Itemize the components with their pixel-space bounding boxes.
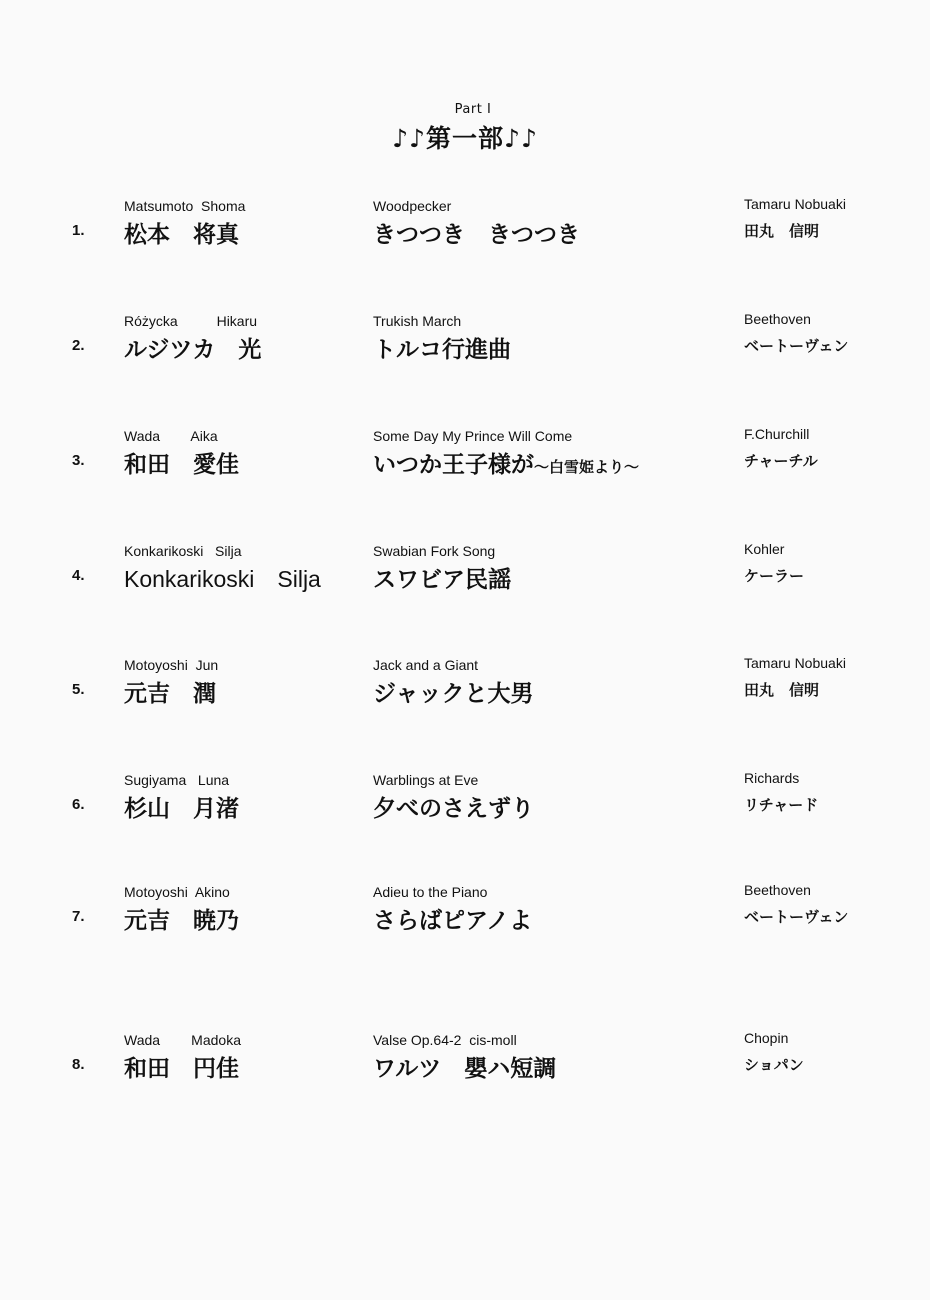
performer-name-en: Sugiyama Luna	[124, 772, 230, 788]
piece-title-en: Trukish March	[373, 313, 462, 329]
composer-name-ja: ケーラー	[744, 567, 805, 585]
performer-name-en: Wada Madoka	[124, 1032, 241, 1048]
piece-title-ja-main: ワルツ 嬰ハ短調	[373, 1056, 557, 1082]
program-entry	[0, 1032, 930, 1102]
entry-number: 6.	[72, 796, 85, 813]
piece-title-en: Swabian Fork Song	[373, 543, 496, 559]
piece-title-en: Warblings at Eve	[373, 772, 479, 788]
piece-title-en: Some Day My Prince Will Come	[373, 428, 573, 444]
performer-name-ja: Konkarikoski Silja	[124, 566, 321, 592]
entry-number: 4.	[72, 567, 85, 584]
performer-name-en: Motoyoshi Jun	[124, 657, 219, 673]
piece-title-ja	[373, 331, 511, 364]
performer-name-en: Różycka Hikaru	[124, 313, 258, 329]
composer-name-ja: 田丸 信明	[744, 222, 820, 240]
composer-name-en: Tamaru Nobuaki	[744, 655, 846, 671]
performer-name-ja: 和田 円佳	[124, 1056, 239, 1082]
performer-name-en: Matsumoto Shoma	[124, 198, 246, 214]
performer-name-en: Motoyoshi Akino	[124, 884, 230, 900]
piece-title-ja-main: きつつき きつつき	[373, 222, 580, 248]
performer-name-ja: 松本 将真	[124, 222, 239, 248]
entry-number: 3.	[72, 452, 85, 469]
entry-number: 1.	[72, 222, 85, 239]
piece-title-ja	[373, 675, 534, 708]
composer-name-en: Kohler	[744, 541, 785, 557]
program-entry	[0, 543, 930, 613]
piece-title-ja	[373, 902, 532, 935]
piece-title-ja	[373, 216, 580, 249]
piece-title-en: Woodpecker	[373, 198, 452, 214]
piece-title-ja-main: いつか王子様が	[373, 452, 534, 478]
piece-title-ja	[373, 790, 534, 823]
piece-title-ja	[373, 1050, 556, 1083]
piece-title-en: Jack and a Giant	[373, 657, 479, 673]
program-entry	[0, 884, 930, 954]
composer-name-en: Richards	[744, 770, 800, 786]
entry-number: 5.	[72, 681, 85, 698]
piece-title-ja-main: トルコ行進曲	[373, 337, 511, 363]
entry-number: 8.	[72, 1056, 85, 1073]
performer-name-ja: 和田 愛佳	[124, 452, 239, 478]
performer-name-ja: 杉山 月渚	[124, 796, 239, 822]
composer-name-ja: ショパン	[744, 1056, 804, 1074]
program-entry	[0, 428, 930, 498]
composer-name-ja: チャーチル	[744, 452, 818, 470]
composer-name-en: Beethoven	[744, 311, 811, 327]
piece-title-ja-main: さらばピアノよ	[373, 908, 533, 934]
program-header	[0, 102, 930, 155]
composer-name-en: Beethoven	[744, 882, 811, 898]
part-label: Part Ⅰ	[454, 102, 492, 117]
piece-title-ja	[373, 446, 639, 479]
piece-title-en: Adieu to the Piano	[373, 884, 488, 900]
composer-name-en: F.Churchill	[744, 426, 810, 442]
piece-title-en: Valse Op.64-2 cis-moll	[373, 1032, 517, 1048]
entry-number: 7.	[72, 908, 85, 925]
composer-name-ja: 田丸 信明	[744, 681, 820, 699]
piece-title-ja-sub: ～白雪姫より～	[534, 458, 640, 476]
composer-name-en: Tamaru Nobuaki	[744, 196, 846, 212]
program-entry	[0, 772, 930, 842]
entry-number: 2.	[72, 337, 85, 354]
performer-name-ja: ルジツカ 光	[124, 337, 262, 363]
piece-title-ja-main: スワビア民謡	[373, 567, 511, 593]
part-title: ♪♪第一部♪♪	[392, 124, 538, 153]
piece-title-ja-main: ジャックと大男	[373, 681, 534, 707]
performer-name-ja: 元吉 潤	[124, 681, 216, 707]
composer-name-en: Chopin	[744, 1030, 789, 1046]
performer-name-ja: 元吉 暁乃	[124, 908, 239, 934]
performer-name-en: Konkarikoski Silja	[124, 543, 242, 559]
composer-name-ja: ベートーヴェン	[744, 908, 849, 926]
program-entry	[0, 198, 930, 268]
piece-title-ja-main: 夕べのさえずり	[373, 796, 534, 822]
performer-name-en: Wada Aika	[124, 428, 218, 444]
piece-title-ja	[373, 561, 511, 594]
composer-name-ja: リチャード	[744, 796, 819, 814]
program-entry	[0, 657, 930, 727]
program-entry	[0, 313, 930, 383]
composer-name-ja: ベートーヴェン	[744, 337, 849, 355]
